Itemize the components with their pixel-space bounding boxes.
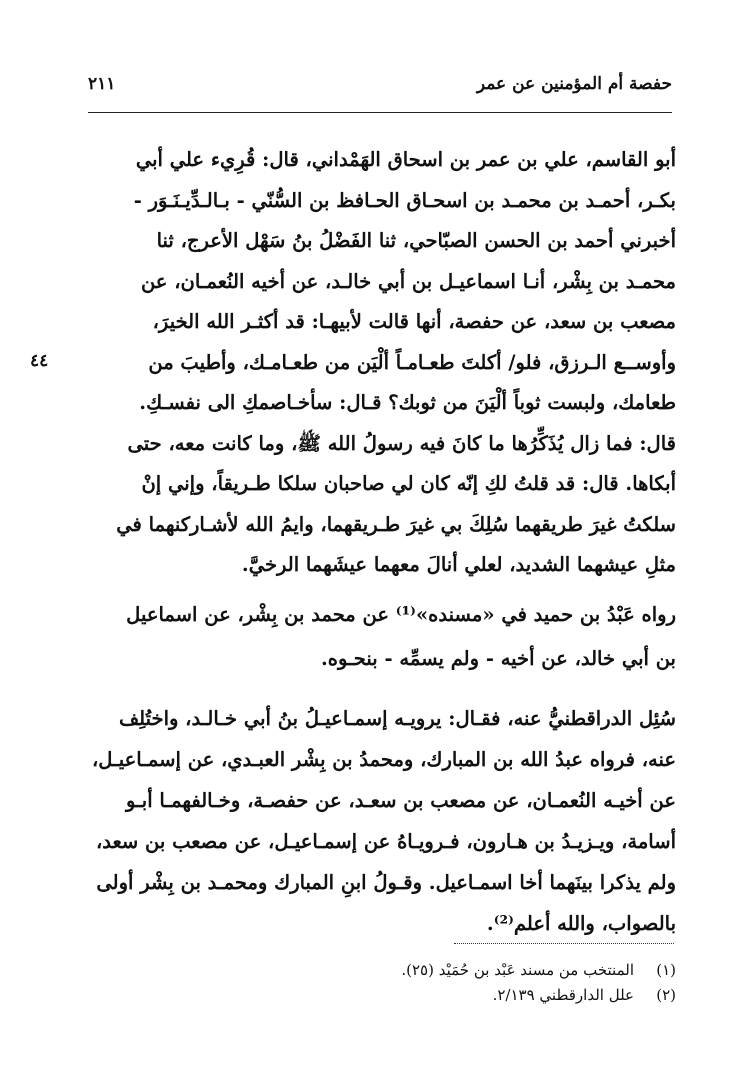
text-line: محمـد بن بِشْر، أنـا اسماعيـل بن أبي خالـد، عن أخيه النُعمـان، عن bbox=[140, 269, 676, 293]
text-line: عنه، فرواه عبدُ الله بن المبارك، ومحمدُ بن بِشْر العبـدي، عن إسمـاعيـل، bbox=[91, 748, 676, 771]
running-title: حفصة أم المؤمنين عن عمر bbox=[476, 74, 672, 94]
margin-reference-number: ٤٤ bbox=[30, 351, 49, 371]
text-line: ولم يذكرا بينَهما أخا اسمـاعيل. وقـولُ ابنِ المبارك ومحمـد بن بِشْر أولى bbox=[96, 871, 676, 894]
footnote-number: (١) bbox=[656, 961, 676, 979]
text-line: بكـر، أحمـد بن محمـد بن اسحـاق الحـافظ بن السُّنّي - بـالـدِّيـنَـوَر - bbox=[133, 188, 676, 212]
text-line: طعامك، ولبست ثوباً ألْيَنَ من ثوبك؟ قـال: سأخـاصمكِ الى نفسـكِ. bbox=[139, 391, 676, 414]
footnote bbox=[156, 983, 676, 1008]
text-line: أبكاها. قال: قد قلتُ لكِ إنّه كان لي صاحبان سلكا طـريقاً، وإني إنْ bbox=[141, 472, 676, 495]
text-line: سُئِل الدراقطنيُّ عنه، فقـال: يرويـه إسمـاعيـلُ بنُ أبي خـالـد، واختُلِف bbox=[118, 707, 676, 730]
text-line: عن أخيـه النُعمـان، عن مصعب بن سعـد، عن حفصـة، وخـالفهمـا أبـو bbox=[126, 789, 676, 812]
text-line: مصعب بن سعد، عن حفصة، أنها قالت لأبيهـا: قد أكثـر الله الخيرَ، bbox=[152, 310, 676, 333]
paragraph-daraqutni bbox=[86, 698, 676, 944]
text-line: أسامة، ويـزيـدُ بن هـارون، فـرويـاهُ عن إسمـاعيـل، عن مصعب بن سعد، bbox=[95, 830, 676, 853]
header-divider bbox=[88, 112, 672, 113]
text-line: أبو القاسم، علي بن عمر بن اسحاق الهَمْداني، قال: قُرِيء علي أبي bbox=[135, 148, 676, 171]
text-line: مثلِ عيشهما الشديد، لعلي أنالَ معهما عيشَهما الرخيَّ. bbox=[241, 553, 676, 576]
running-header bbox=[88, 72, 672, 102]
footnote-number: (٢) bbox=[656, 986, 676, 1004]
paragraph-narration bbox=[86, 593, 676, 681]
text-line: قال: فما زال يُذَكِّرُها ما كانَ فيه رسولُ الله ﷺ، وما كانت معه، حتى bbox=[127, 431, 676, 455]
footnotes bbox=[156, 958, 676, 1008]
text-line: بن أبي خالد، عن أخيه - ولم يسمِّه - بنحـوه. bbox=[321, 647, 676, 670]
footnote-divider bbox=[454, 943, 674, 944]
footnote bbox=[156, 958, 676, 983]
text-line: بالصواب، والله أعلم⁽²⁾. bbox=[486, 912, 676, 935]
footnote-text: المنتخب من مسند عَبْد بن حُمَيْد (٢٥). bbox=[401, 961, 634, 979]
text-line: رواه عَبْدُ بن حميد في «مسنده»⁽¹⁾ عن محمد بن بِشْر، عن اسماعيل bbox=[126, 603, 676, 626]
text-line: أخبرني أحمد بن الحسن الصبّاحي، ثنا الفَضْلُ بنُ سَهْل الأعرج، ثنا bbox=[156, 229, 676, 252]
text-line: وأوســع الـرزق، فلو/ أكلتَ طعـامـاً ألْيَن من طعـامـك، وأطيبَ من bbox=[148, 350, 676, 374]
paragraph-hadith bbox=[86, 140, 676, 586]
page-number: ٢١١ bbox=[88, 74, 116, 94]
footnote-text: علل الدارقطني ٢/١٣٩. bbox=[492, 986, 634, 1004]
text-line: سلكتُ غيرَ طريقهما سُلِكَ بي غيرَ طـريقهما، وايمُ الله لأشـاركنهما في bbox=[116, 512, 676, 536]
